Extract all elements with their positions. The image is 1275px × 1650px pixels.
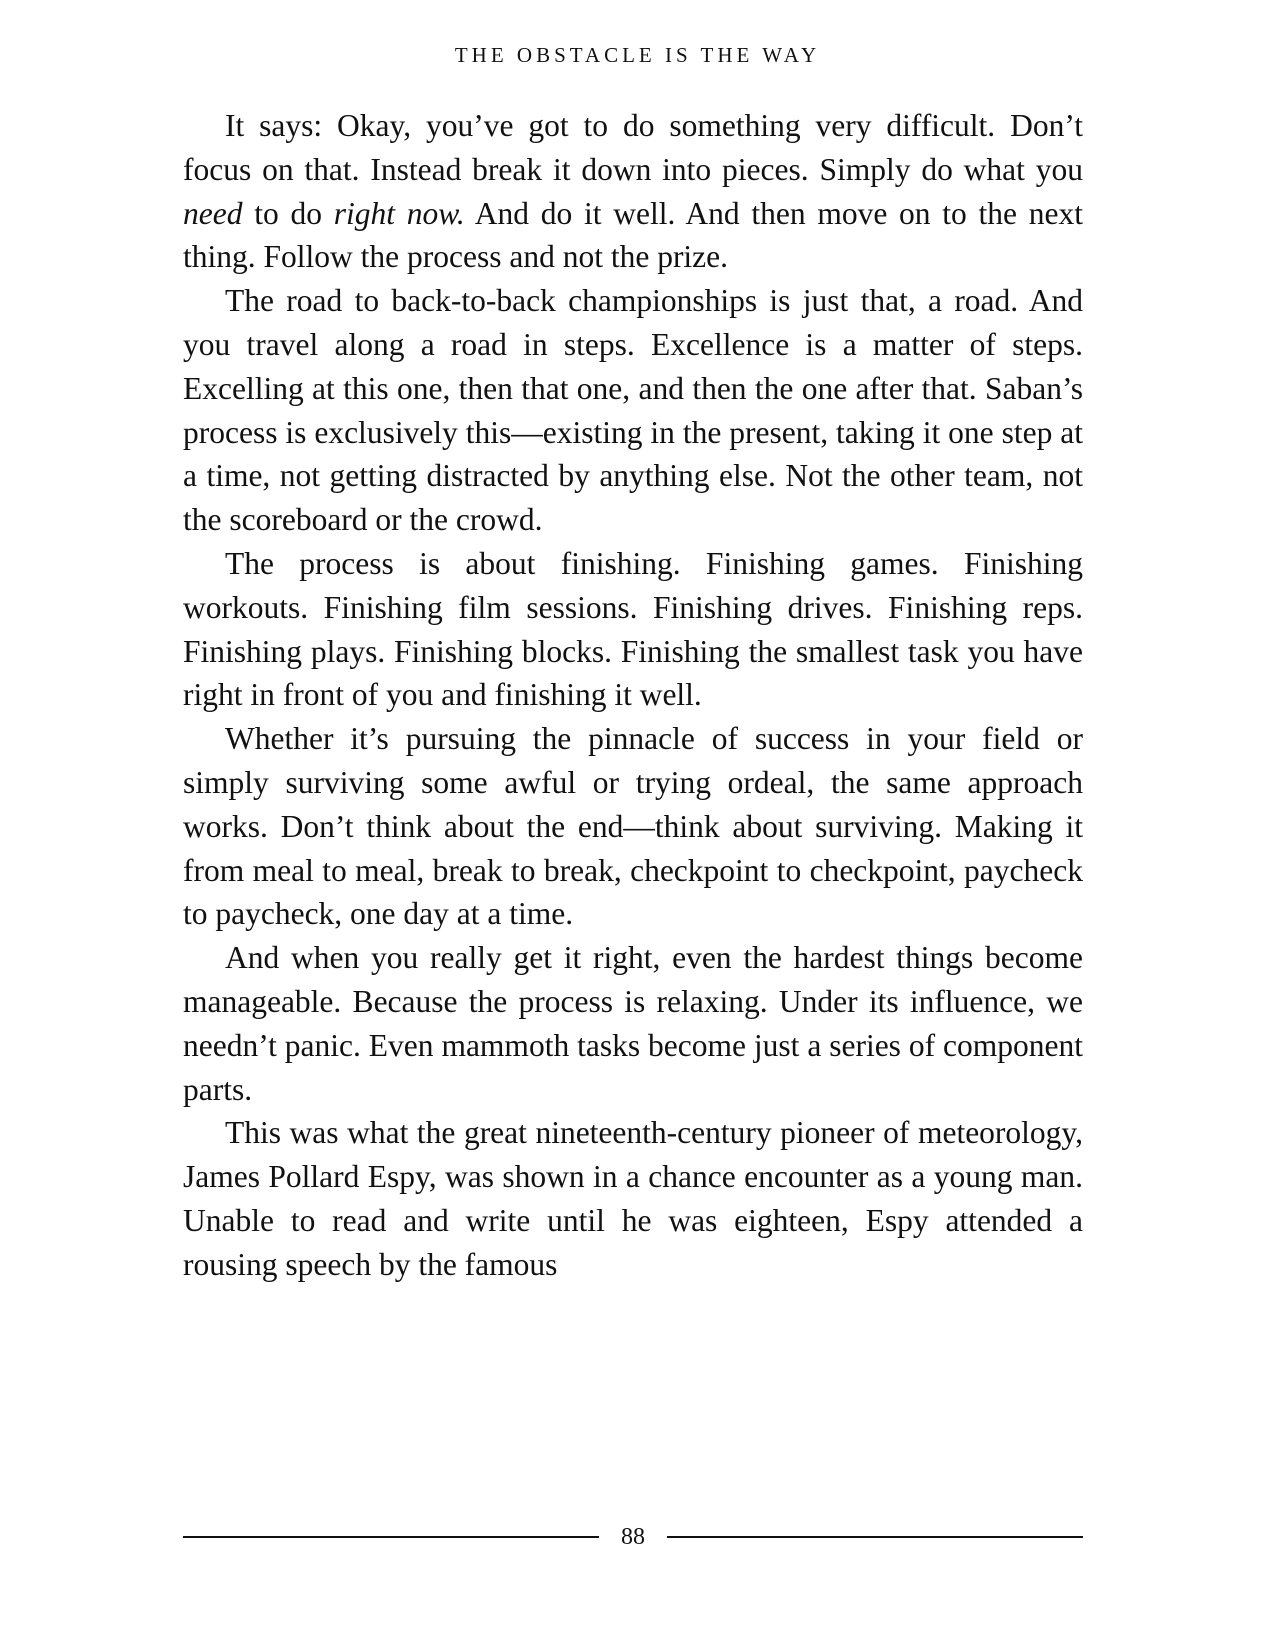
paragraph: And when you really get it right, even the hardest things become manageable. Because the process is relaxing. Under its influence, we needn’t panic. Even mammoth tasks become just a series of component parts.: [183, 940, 1083, 1107]
body-text: [183, 104, 1083, 1287]
paragraph: The process is about finishing. Finishing games. Finishing workouts. Finishing film sessions. Finishing drives. Finishing reps. Finishing plays. Finishing blocks. Finishing the smallest task you have right in front of you and finishing it well.: [183, 545, 1083, 713]
paragraph-text: And do it well. And then move on to the next thing. Follow the process and not the prize.: [183, 195, 1083, 275]
paragraph: [183, 104, 1083, 279]
paragraph-text: to do: [242, 195, 334, 231]
running-head: THE OBSTACLE IS THE WAY: [454, 43, 821, 67]
paragraph: This was what the great nineteenth-century pioneer of meteorology, James Pollard Espy, was shown in a chance encounter as a young man. Unable to read and write until he was eighteen, Espy attended a rousing speech by the famous: [183, 1115, 1083, 1282]
page-footer: [183, 1522, 1083, 1552]
page-number: 88: [621, 1524, 645, 1550]
italic-emphasis: need: [183, 195, 243, 231]
paragraph-text: It says: Okay, you’ve got to do something very difficult. Don’t focus on that. Instead break it down into pieces. Simply do what you: [183, 108, 1083, 187]
paragraph: Whether it’s pursuing the pinnacle of success in your field or simply surviving some awful or trying ordeal, the same approach works. Don’t think about the end—think about surviving. Making it from meal to meal, break to break, checkpoint to checkpoint, paycheck to paycheck, one day at a time.: [183, 721, 1083, 932]
italic-emphasis: right now.: [333, 195, 465, 231]
footer-rule-left: [183, 1536, 599, 1538]
footer-rule-right: [667, 1536, 1083, 1538]
paragraph: The road to back-to-back championships is just that, a road. And you travel along a road in steps. Excellence is a matter of steps. Excelling at this one, then that one, and then the one after that. Saban’s process is exclusively this—existing in the present, taking it one step at a time, not getting distracted by anything else. Not the other team, not the scoreboard or the crowd.: [183, 283, 1083, 538]
